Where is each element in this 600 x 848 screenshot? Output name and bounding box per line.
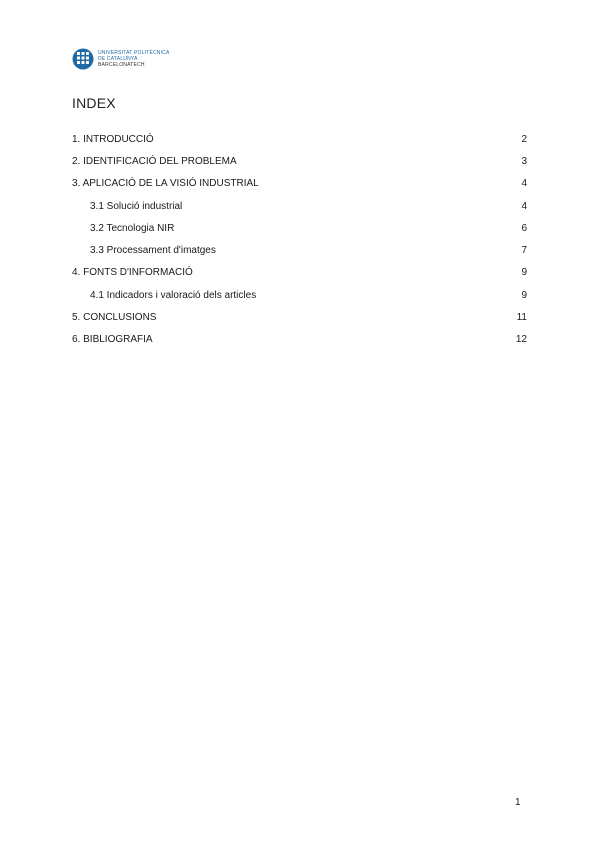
toc-entry-label: 5. CONCLUSIONS <box>72 312 157 324</box>
toc-entry[interactable] <box>72 217 527 239</box>
upc-logo-icon <box>72 48 94 70</box>
page-number: 1 <box>515 797 521 808</box>
logo-line-2: DE CATALUNYA <box>98 56 138 62</box>
toc-entry[interactable] <box>72 128 527 150</box>
toc-entry-page: 12 <box>515 334 527 346</box>
toc-entry-page: 3 <box>521 155 527 167</box>
toc-entry-label: 1. INTRODUCCIÓ <box>72 133 154 145</box>
toc-entry[interactable] <box>72 262 527 284</box>
toc-entry-page: 2 <box>521 133 527 145</box>
toc-entry-page: 7 <box>521 245 527 257</box>
logo-line-3: BARCELONATECH <box>98 62 145 68</box>
toc-entry-label: 3.2 Tecnologia NIR <box>90 222 175 234</box>
index-title: INDEX <box>72 95 116 111</box>
toc-entry[interactable] <box>72 306 527 328</box>
table-of-contents <box>72 128 527 351</box>
toc-entry-label: 2. IDENTIFICACIÓ DEL PROBLEMA <box>72 155 237 167</box>
toc-entry-page: 4 <box>521 178 527 190</box>
toc-entry[interactable] <box>72 173 527 195</box>
university-logo <box>72 46 170 72</box>
toc-entry-page: 9 <box>521 267 527 279</box>
toc-entry-label: 3.3 Processament d'imatges <box>90 245 216 257</box>
toc-entry-page: 11 <box>516 312 527 324</box>
toc-entry[interactable] <box>72 284 527 306</box>
logo-text <box>98 50 170 68</box>
logo-line-1: UNIVERSITAT POLITÈCNICA <box>98 50 170 56</box>
toc-entry-page: 6 <box>521 222 527 234</box>
toc-entry-label: 3.1 Solució industrial <box>90 200 183 212</box>
toc-entry-label: 6. BIBLIOGRAFIA <box>72 334 153 346</box>
toc-entry[interactable] <box>72 239 527 261</box>
toc-entry[interactable] <box>72 150 527 172</box>
toc-entry-page: 9 <box>521 289 527 301</box>
toc-entry-label: 4. FONTS D'INFORMACIÓ <box>72 267 193 279</box>
toc-entry-label: 4.1 Indicadors i valoració dels articles <box>90 289 257 301</box>
toc-entry-label: 3. APLICACIÓ DE LA VISIÓ INDUSTRIAL <box>72 178 259 190</box>
toc-entry[interactable] <box>72 329 527 351</box>
toc-entry-page: 4 <box>521 200 527 212</box>
toc-entry[interactable] <box>72 195 527 217</box>
